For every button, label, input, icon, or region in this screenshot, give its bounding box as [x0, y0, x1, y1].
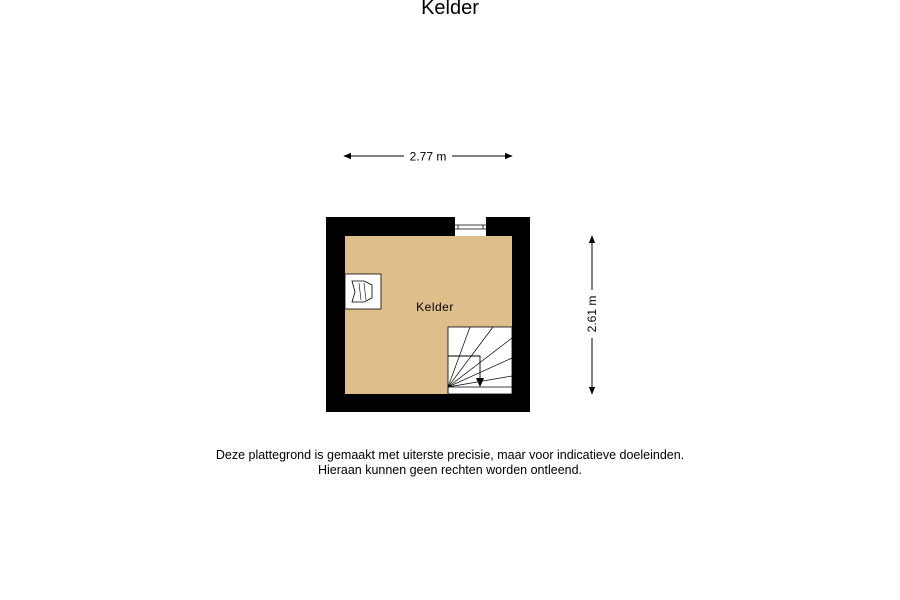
width-dimension-label: 2.77 m [409, 149, 447, 164]
window-icon [455, 217, 486, 236]
washbasin-icon [345, 274, 381, 309]
height-dimension-label: 2.61 m [585, 295, 599, 333]
width-dimension [344, 150, 512, 164]
disclaimer [0, 448, 900, 478]
height-dimension [585, 236, 599, 394]
disclaimer-line-1: Deze plattegrond is gemaakt met uiterste precisie, maar voor indicatieve doeleinden. [215, 448, 685, 462]
staircase [448, 327, 512, 394]
disclaimer-line-2: Hieraan kunnen geen rechten worden ontleend. [317, 463, 583, 477]
room-label: Kelder [416, 300, 454, 314]
page-title: Kelder [421, 0, 479, 19]
